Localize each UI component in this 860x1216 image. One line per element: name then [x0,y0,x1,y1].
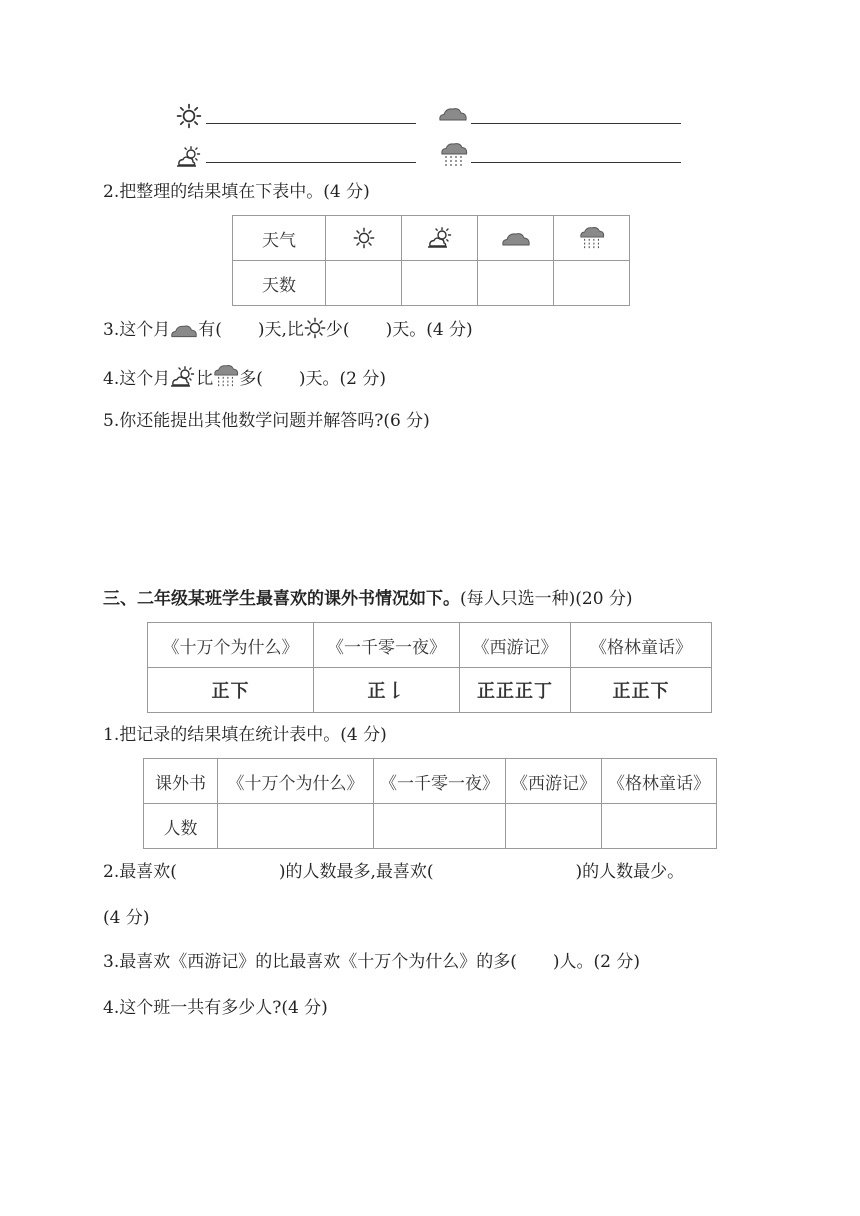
section-3-question-1: 1.把记录的结果填在统计表中。(4 分) [103,725,387,745]
cloud-icon [170,322,198,346]
count-row-header: 人数 [144,804,218,849]
tally-mark: 正正正丁 [460,668,571,713]
answer-line-sunny[interactable] [206,123,416,124]
section-3-question-2-score: (4 分) [103,908,150,928]
stat-book-header: 《西游记》 [506,759,602,804]
partly-cloudy-icon [176,146,202,168]
book-header: 《一千零一夜》 [314,623,460,668]
stat-book-header: 《一千零一夜》 [374,759,506,804]
rain-icon [213,364,239,395]
question-2: 2.把整理的结果填在下表中。(4 分) [103,182,370,202]
book-header: 《格林童话》 [571,623,712,668]
question-3: 3.这个月 有( )天,比 少( )天。(4 分) [103,317,473,346]
section-3-question-2: 2.最喜欢( )的人数最多,最喜欢( )的人数最少。 [103,862,685,882]
days-cell-cloudy[interactable] [478,261,554,306]
tally-table [147,622,712,713]
count-cell[interactable] [218,804,374,849]
weather-row-header: 天气 [233,216,326,261]
cloud-icon [501,231,531,247]
weather-table [232,215,630,306]
section-3-question-3: 3.最喜欢《西游记》的比最喜欢《十万个为什么》的多( )人。(2 分) [103,952,640,972]
rain-icon [440,142,468,168]
section-3-title: 三、二年级某班学生最喜欢的课外书情况如下。(每人只选一种)(20 分) [103,589,633,609]
question-5: 5.你还能提出其他数学问题并解答吗?(6 分) [103,411,430,431]
weather-col-partly-cloudy [402,216,478,261]
count-cell[interactable] [374,804,506,849]
weather-col-rainy [554,216,630,261]
stat-book-header: 《十万个为什么》 [218,759,374,804]
weather-col-sunny [326,216,402,261]
question-4: 4.这个月 比 多( )天。(2 分) [103,364,386,395]
answer-line-partly-cloudy[interactable] [206,162,416,163]
book-header: 《西游记》 [460,623,571,668]
cloud-icon [438,106,468,122]
sun-icon [304,317,326,346]
tally-mark: 正𠄌 [314,668,460,713]
days-cell-sunny[interactable] [326,261,402,306]
stat-row-header: 课外书 [144,759,218,804]
weather-col-cloudy [478,216,554,261]
count-cell[interactable] [506,804,602,849]
days-cell-partly-cloudy[interactable] [402,261,478,306]
section-3-question-4: 4.这个班一共有多少人?(4 分) [103,998,328,1018]
days-cell-rainy[interactable] [554,261,630,306]
partly-cloudy-icon [427,227,453,249]
answer-line-rainy[interactable] [471,162,681,163]
answer-line-cloudy[interactable] [471,123,681,124]
count-cell[interactable] [602,804,717,849]
days-row-header: 天数 [233,261,326,306]
partly-cloudy-icon [170,366,196,395]
rain-icon [579,226,605,250]
book-header: 《十万个为什么》 [148,623,314,668]
stat-book-header: 《格林童话》 [602,759,717,804]
tally-mark: 正下 [148,668,314,713]
sun-icon [176,103,202,129]
sun-icon [353,227,375,249]
stat-table [143,758,717,849]
tally-mark: 正正下 [571,668,712,713]
